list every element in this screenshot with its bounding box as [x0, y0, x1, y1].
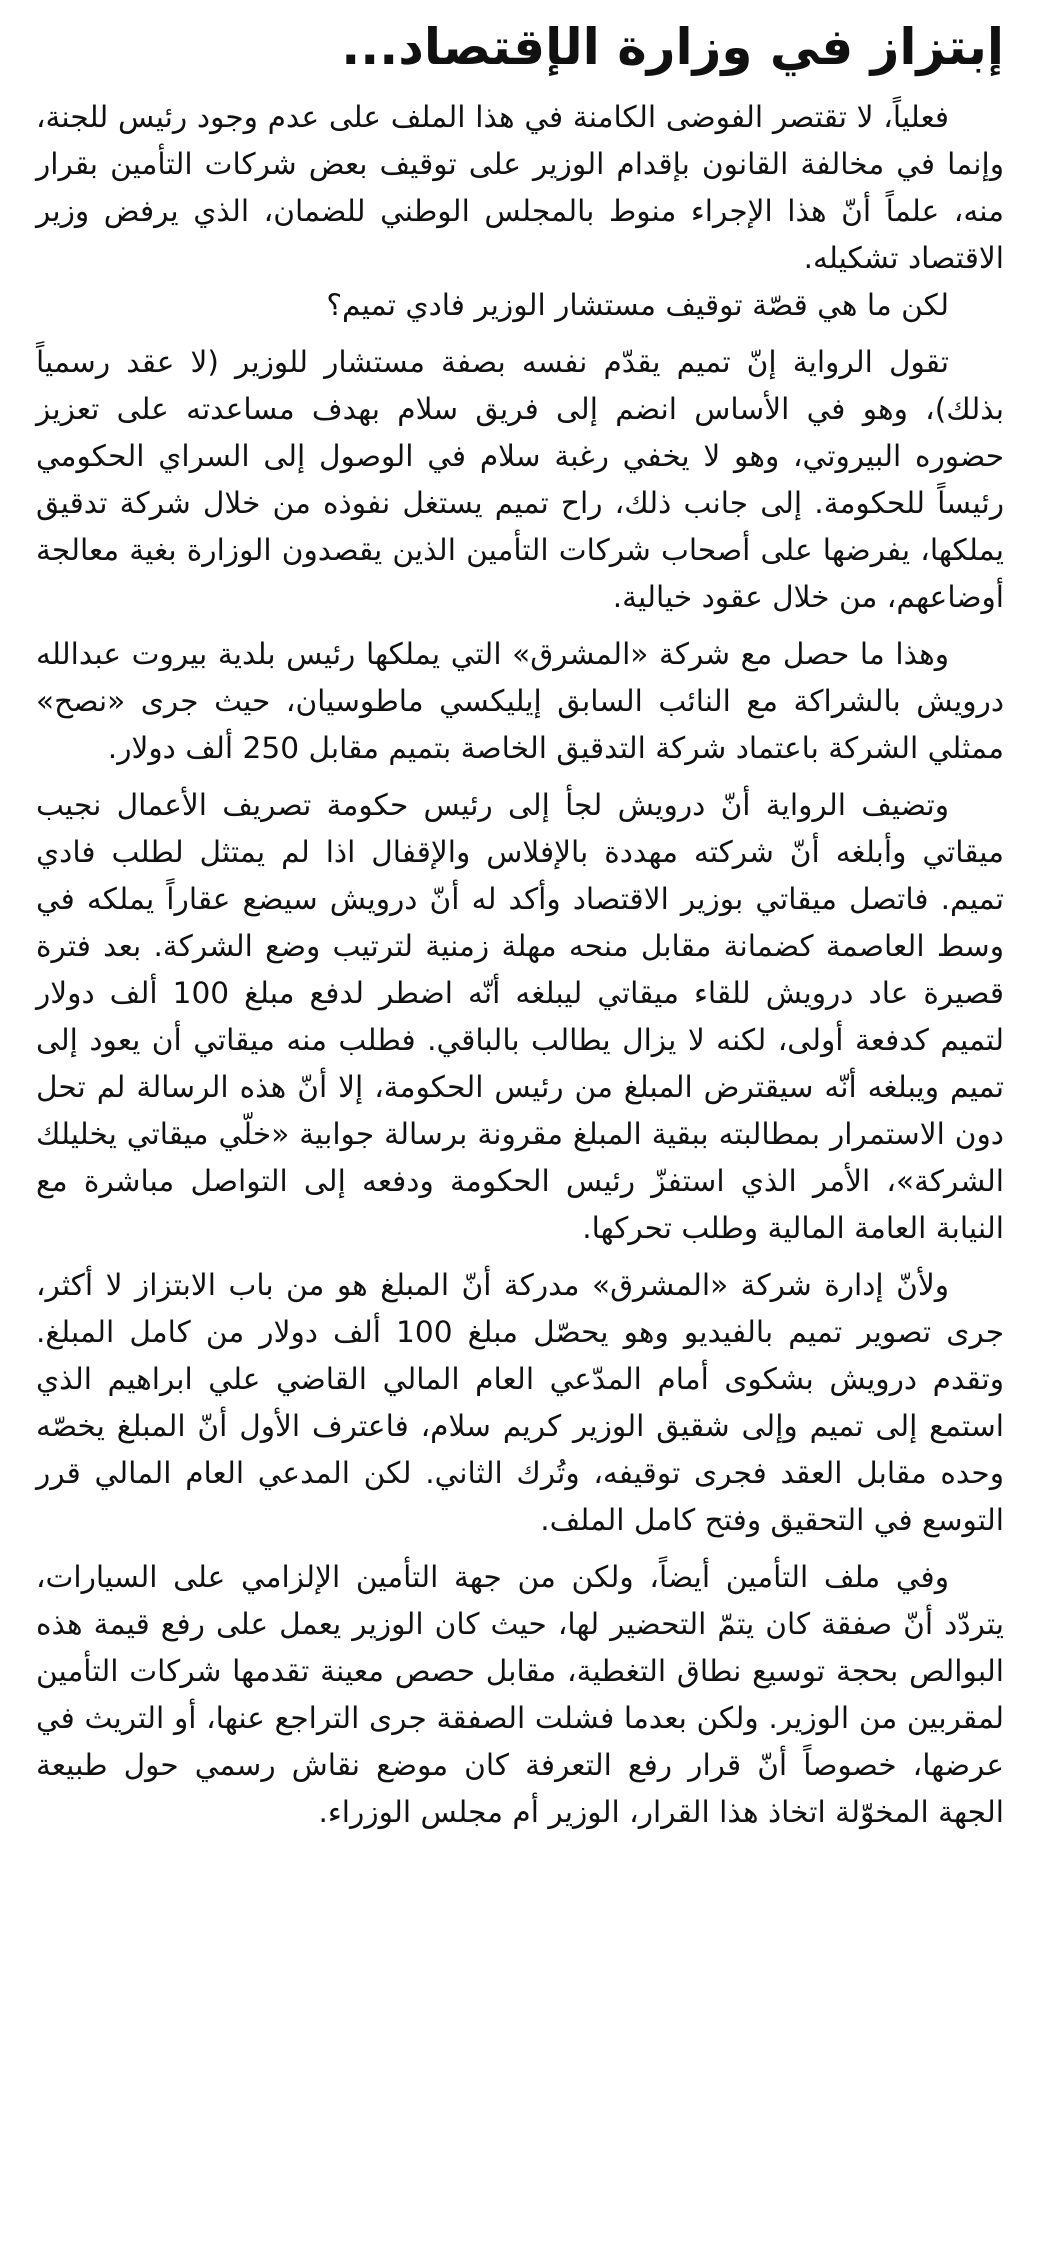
article-paragraph: لكن ما هي قصّة توقيف مستشار الوزير فادي تميم؟ [326, 288, 949, 322]
article-headline: إبتزاز في وزارة الإقتصاد... [341, 18, 1004, 76]
article-paragraph: ولأنّ إدارة شركة «المشرق» مدركة أنّ المبلغ هو من باب الابتزاز لا أكثر، جرى تصوير تميم بالفيديو وهو يحصّل مبلغ 100 ألف دولار من كامل المبلغ. وتقدم درويش بشكوى أمام المدّعي العام المالي القاضي علي ابراهيم الذي استمع إلى تميم وإلى شقيق الوزير كريم سلام، فاعترف الأول أنّ المبلغ يخصّه وحده مقابل العقد فجرى توقيفه، وتُرك الثاني. لكن المدعي العام المالي قرر التوسع في التحقيق وفتح كامل الملف. [36, 1268, 1004, 1537]
article-paragraph: وهذا ما حصل مع شركة «المشرق» التي يملكها رئيس بلدية بيروت عبدالله درويش بالشراكة مع النائب السابق إيليكسي ماطوسيان، حيث جرى «نصح» ممثلي الشركة باعتماد شركة التدقيق الخاصة بتميم مقابل 250 ألف دولار. [36, 637, 1004, 765]
article-paragraph: وتضيف الرواية أنّ درويش لجأ إلى رئيس حكومة تصريف الأعمال نجيب ميقاتي وأبلغه أنّ شركته مهددة بالإفلاس والإقفال اذا لم يمتثل لطلب فادي تميم. فاتصل ميقاتي بوزير الاقتصاد وأكد له أنّ درويش سيضع عقاراً يملكه في وسط العاصمة كضمانة مقابل منحه مهلة زمنية لترتيب وضع الشركة. بعد فترة قصيرة عاد درويش للقاء ميقاتي ليبلغه أنّه اضطر لدفع مبلغ 100 ألف دولار لتميم كدفعة أولى، لكنه لا يزال يطالب بالباقي. فطلب منه ميقاتي أن يعود إلى تميم ويبلغه أنّه سيقترض المبلغ من رئيس الحكومة، إلا أنّ هذه الرسالة لم تحل دون الاستمرار بمطالبته ببقية المبلغ مقرونة برسالة جوابية «خلّي ميقاتي يخليلك الشركة»، الأمر الذي استفزّ رئيس الحكومة ودفعه إلى التواصل مباشرة مع النيابة العامة المالية وطلب تحركها. [36, 788, 1004, 1245]
article [36, 14, 1004, 1836]
article-paragraph: وفي ملف التأمين أيضاً، ولكن من جهة التأمين الإلزامي على السيارات، يتردّد أنّ صفقة كان يتمّ التحضير لها، حيث كان الوزير يعمل على رفع قيمة هذه البوالص بحجة توسيع نطاق التغطية، مقابل حصص معينة تقدمها شركات التأمين لمقربين من الوزير. ولكن بعدما فشلت الصفقة جرى التراجع عنها، أو التريث في عرضها، خصوصاً أنّ قرار رفع التعرفة كان موضع نقاش رسمي حول طبيعة الجهة المخوّلة اتخاذ هذا القرار، الوزير أم مجلس الوزراء. [36, 1560, 1004, 1829]
article-paragraph: تقول الرواية إنّ تميم يقدّم نفسه بصفة مستشار للوزير (لا عقد رسمياً بذلك)، وهو في الأساس انضم إلى فريق سلام بهدف مساعدته على تعزيز حضوره البيروتي، وهو لا يخفي رغبة سلام في الوصول إلى السراي الحكومي رئيساً للحكومة. إلى جانب ذلك، راح تميم يستغل نفوذه من خلال شركة تدقيق يملكها، يفرضها على أصحاب شركات التأمين الذين يقصدون الوزارة بغية معالجة أوضاعهم، من خلال عقود خيالية. [36, 345, 1004, 614]
article-paragraph: فعلياً، لا تقتصر الفوضى الكامنة في هذا الملف على عدم وجود رئيس للجنة، وإنما في مخالفة القانون بإقدام الوزير على توقيف بعض شركات التأمين بقرار منه، علماً أنّ هذا الإجراء منوط بالمجلس الوطني للضمان، الذي يرفض وزير الاقتصاد تشكيله. [36, 100, 1004, 275]
